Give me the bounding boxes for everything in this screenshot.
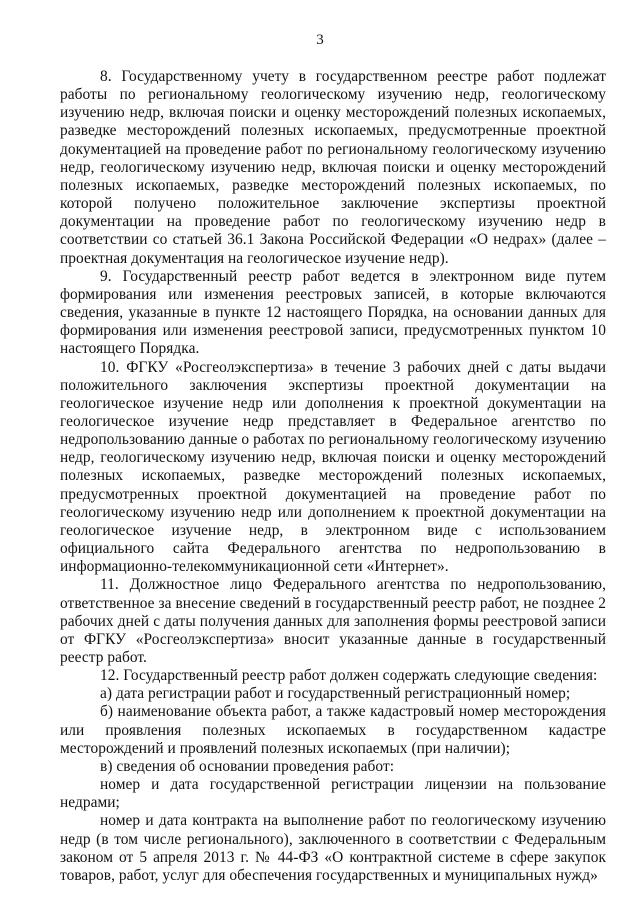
paragraph-9: 9. Государственный реестр работ ведется в электронном виде путем формирования или изменения реестровых записей, в которые включаются сведения, указанные в пункте 12 настоящего Порядка, на основании данных для формирования или изменения реестровой записи, предусмотренных пунктом 10 настоящего Порядка. (60, 267, 606, 358)
list-item-b: б) наименование объекта работ, а также кадастровый номер месторождения или проявления полезных ископаемых в государственном кадастре месторождений и проявлений полезных ископаемых (при наличии); (60, 703, 606, 757)
paragraph-10: 10. ФГКУ «Росгеолэкспертиза» в течение 3 рабочих дней с даты выдачи положительного заключения экспертизы проектной документации на геологическое изучение недр или дополнения к проектной документации на геологическое изучение недр представляет в Федеральное агентство по недропользованию данные о работах по региональному геологическому изучению недр, геологическому изучению недр, включая поиски и оценку месторождений полезных ископаемых, разведке месторождений полезных ископаемых, предусмотренных проектной документацией на проведение работ по геологическому изучению недр или дополнением к проектной документации на геологическое изучение недр, в электронном виде с использованием официального сайта Федерального агентства по недропользованию в информационно-телекоммуникационной сети «Интернет». (60, 358, 606, 576)
document-body (60, 68, 606, 885)
paragraph-8: 8. Государственному учету в государственном реестре работ подлежат работы по региональному геологическому изучению недр, геологическому изучению недр, включая поиски и оценку месторождений полезных ископаемых, разведке месторождений полезных ископаемых, предусмотренные проектной документацией на проведение работ по региональному геологическому изучению недр, геологическому изучению недр, включая поиски и оценку месторождений полезных ископаемых, разведке месторождений полезных ископаемых, по которой получено положительное заключение экспертизы проектной документации на проведение работ по геологическому изучению недр в соответствии со статьей 36.1 Закона Российской Федерации «О недрах» (далее – проектная документация на геологическое изучение недр). (60, 68, 606, 267)
sub-item-contract: номер и дата контракта на выполнение работ по геологическому изучению недр (в том числе регионального), заключенного в соответствии с Федеральным законом от 5 апреля 2013 г. № 44-ФЗ «О контрактной системе в сфере закупок товаров, работ, услуг для обеспечения государственных и муниципальных нужд» (60, 812, 606, 884)
page-number: 3 (316, 32, 324, 48)
paragraph-11: 11. Должностное лицо Федерального агентства по недропользованию, ответственное за внесение сведений в государственный реестр работ, не позднее 2 рабочих дней с даты получения данных для заполнения формы реестровой записи от ФГКУ «Росгеолэкспертиза» вносит указанные данные в государственный реестр работ. (60, 576, 606, 666)
paragraph-12: 12. Государственный реестр работ должен содержать следующие сведения: (100, 667, 598, 685)
list-item-v: в) сведения об основании проведения работ: (100, 757, 395, 775)
list-item-a: а) дата регистрации работ и государственный регистрационный номер; (100, 685, 571, 703)
sub-item-license: номер и дата государственной регистрации лицензии на пользование недрами; (60, 776, 606, 812)
